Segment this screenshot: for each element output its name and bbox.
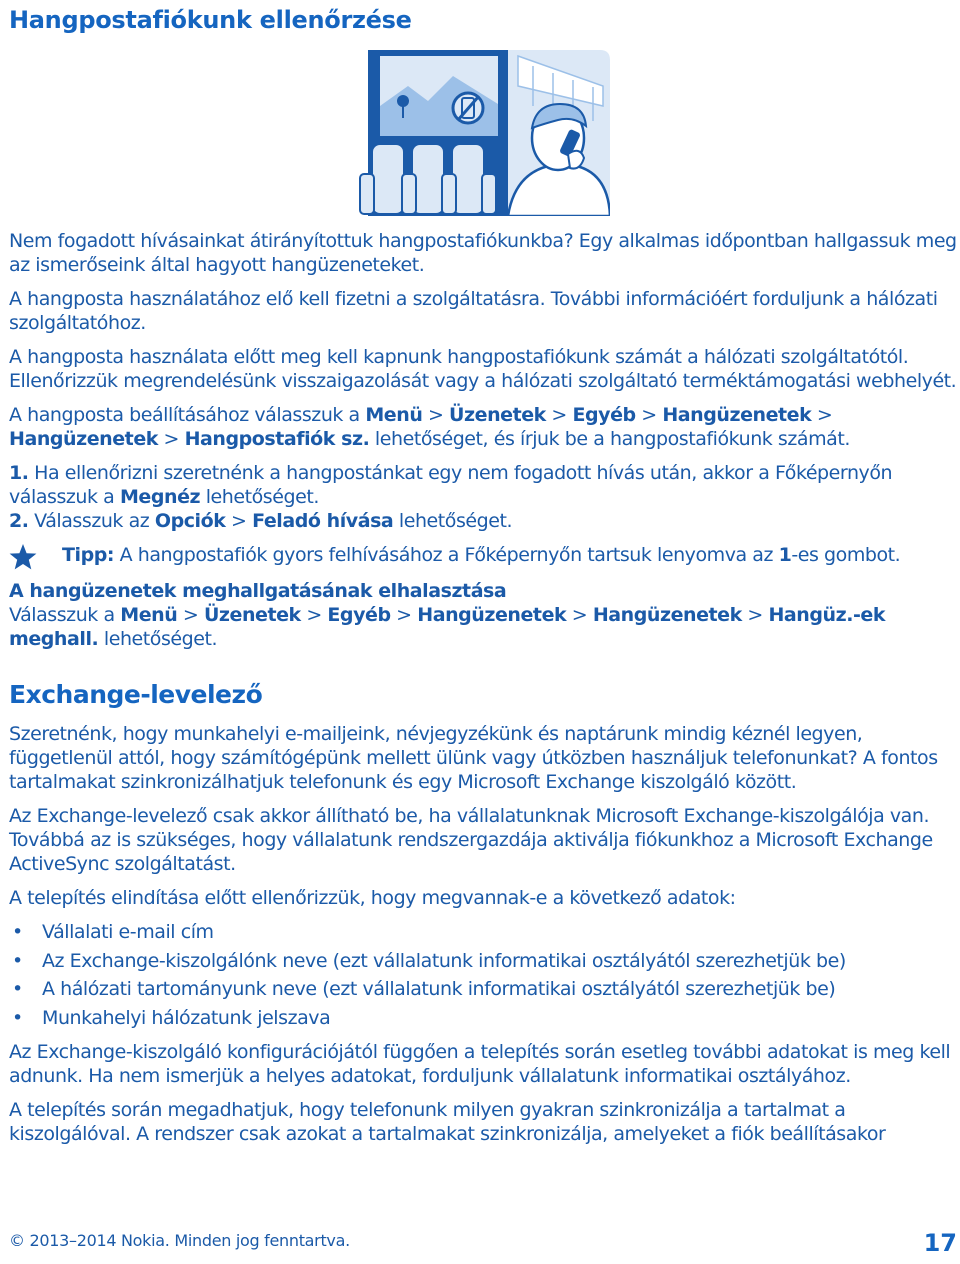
menu-path-separator: > [566,604,593,626]
page-footer [9,1229,957,1259]
exchange-paragraph-2: Az Exchange-levelező csak akkor állítható be, ha vállalatunknak Microsoft Exchange-kiszolgálója van. Továbbá az is szükséges, hogy vállalatunk rendszergazdája aktiválja fiókunkhoz a Microsoft Exchange ActiveSync szolgáltatást. [9,805,933,875]
tip-text-b: -es gombot. [791,544,901,566]
menu-path-separator: > [157,428,185,450]
list-item [9,920,957,944]
menu-path-separator: > [300,604,328,626]
menu-path-item: Hangüzenetek [9,428,158,450]
step-2 [9,509,957,533]
number-info-paragraph: A hangposta használata előtt meg kell kapnunk hangpostafiókunk számát a hálózati szolgáltatótól. Ellenőrizzük megrendelésünk visszaigazolását vagy a hálózati szolgáltató terméktámogatási webhelyét. [9,346,957,392]
step-1 [9,461,957,509]
postpone-prefix: Válasszuk a [9,604,121,626]
subscription-note: A hangposta használatához elő kell fizetni a szolgáltatásra. További információért forduljunk a hálózati szolgáltatóhoz. [9,288,938,334]
menu-path-separator: > [422,404,450,426]
list-item-text: A hálózati tartományunk neve (ezt vállalatunk informatikai osztályától szerezhetjük be) [42,978,836,1000]
step-2-text-a: Válasszuk az [28,510,155,532]
menu-path-item: Egyéb [572,404,636,426]
menu-path-item: Hangpostafiók sz. [184,428,370,450]
exchange-paragraph-4: Az Exchange-kiszolgáló konfigurációjától függően a telepítés során esetleg további adatokat is meg kell adnunk. Ha nem ismerjük a helyes adatokat, forduljunk vállalatunk informatikai osztályához. [9,1040,951,1087]
menu-path-separator: > [177,604,204,626]
step-2-text-b: lehetőséget. [393,510,513,532]
step-2-number: 2. [9,510,29,532]
postpone-paragraph [9,603,957,651]
step-1-text-a: Ha ellenőrizni szeretnénk a hangpostánkat egy nem fogadott hívás után, akkor a Főképernyőn válasszuk a [9,462,893,508]
bullet-dot: • [12,1006,23,1029]
menu-path-item: Hangüz.-ek meghall. [9,604,886,650]
step-2-option-b: Feladó hívása [252,510,394,532]
page-title: Hangpostafiókunk ellenőrzése [9,6,412,34]
tip-text-a: A hangpostafiók gyors felhívásához a Főképernyőn tartsuk lenyomva az [114,544,779,566]
cinema-phone-illustration [358,46,610,216]
step-1-number: 1. [9,462,29,484]
menu-path-separator: > [811,404,833,426]
step-1-option: Megnéz [119,486,201,508]
tip-key: 1 [778,544,792,566]
list-item-text: Vállalati e-mail cím [42,921,214,943]
list-item [9,1006,957,1030]
bullet-dot: • [12,949,23,972]
menu-path-item: Egyéb [327,604,391,626]
setup-suffix: lehetőséget, és írjuk be a hangpostafiókunk számát. [369,428,850,450]
menu-path-separator: > [545,404,573,426]
step-2-option-a: Opciók [154,510,226,532]
menu-path-separator: > [390,604,418,626]
bullet-dot: • [12,978,23,1000]
menu-path-item: Hangüzenetek [417,604,567,626]
menu-path-item: Menü [365,404,423,426]
tip-box [9,543,957,567]
step-2-separator: > [225,510,253,532]
menu-path-item: Hangüzenetek [592,604,742,626]
setup-prefix: A hangposta beállításához válasszuk a [9,404,366,426]
postpone-suffix: lehetőséget. [98,628,218,650]
required-data-list [9,920,957,1030]
list-item [9,949,957,973]
menu-path-separator: > [741,604,769,626]
menu-path-item: Menü [120,604,178,626]
list-item [9,977,957,1001]
step-1-text-b: lehetőséget. [200,486,319,508]
postpone-heading: A hangüzenetek meghallgatásának elhalasztása [9,580,507,602]
menu-path-item: Üzenetek [203,604,301,626]
exchange-paragraph-1: Szeretnénk, hogy munkahelyi e-mailjeink, névjegyzékünk és naptárunk mindig kéznél legyen, függetlenül attól, hogy számítógépünk mellett ülünk vagy útközben használjuk telefonunkat? A fontos tartalmakat szinkronizálhatjuk telefonunk és egy Microsoft Exchange kiszolgáló között. [9,723,938,793]
content-flow [9,229,957,1146]
copyright-text: © 2013–2014 Nokia. Minden jog fenntartva. [9,1231,350,1250]
star-icon [8,542,38,572]
list-item-text: Munkahelyi hálózatunk jelszava [42,1006,331,1029]
menu-path-item: Üzenetek [449,404,546,426]
intro-paragraph: Nem fogadott hívásainkat átirányítottuk hangpostafiókunkba? Egy alkalmas időpontban hallgassuk meg az ismerőseink által hagyott hangüzeneteket. [9,230,957,276]
list-item-text: Az Exchange-kiszolgálónk neve (ezt vállalatunk informatikai osztályától szerezhetjük be) [42,949,846,972]
setup-paragraph [9,403,957,451]
exchange-paragraph-5: A telepítés során megadhatjuk, hogy telefonunk milyen gyakran szinkronizálja a tartalmat a kiszolgálóval. A rendszer csak azokat a tartalmakat szinkronizálja, amelyeket a fiók beállításakor [9,1098,886,1145]
exchange-paragraph-3: A telepítés elindítása előtt ellenőrizzük, hogy megvannak-e a következő adatok: [9,887,736,909]
tip-label: Tipp: [62,544,115,566]
menu-path-item: Hangüzenetek [662,404,812,426]
page-number: 17 [923,1229,957,1257]
bullet-dot: • [12,921,23,943]
exchange-heading: Exchange-levelező [9,680,263,709]
menu-path-separator: > [635,404,663,426]
